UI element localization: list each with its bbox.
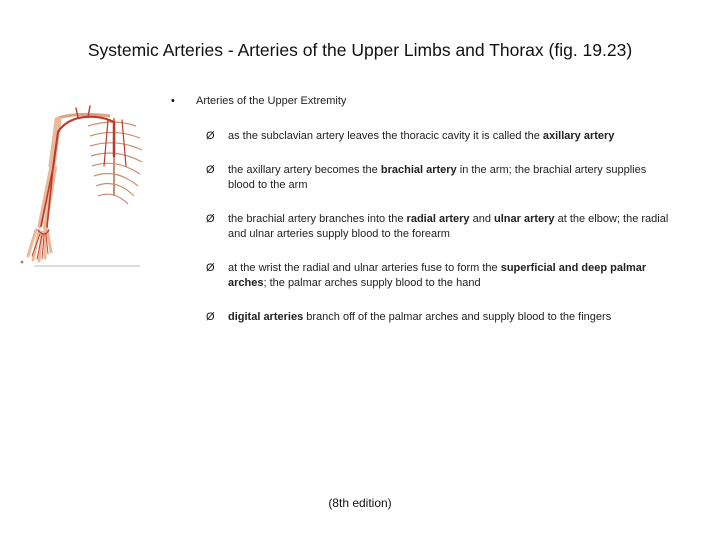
- term-radial-artery: radial artery: [406, 213, 470, 225]
- sub-point-text: at the elbow; the radial and ulnar arteries supply blood to the forearm: [228, 213, 669, 240]
- sub-point-text: the axillary artery becomes the: [228, 164, 381, 176]
- term-palmar-arches: superficial and deep palmar arches: [228, 262, 647, 289]
- sub-point: [206, 163, 676, 193]
- arrow-bullet-icon: Ø: [206, 213, 215, 225]
- edition-note: (8th edition): [328, 496, 392, 510]
- sub-point-text: in the arm; the brachial artery supplies blood to the arm: [228, 164, 647, 191]
- sub-point: [206, 212, 676, 242]
- sub-point-text: at the wrist the radial and ulnar arteries fuse to form the: [228, 262, 501, 274]
- arrow-bullet-icon: Ø: [206, 262, 215, 274]
- sub-point-text: as the subclavian artery leaves the thoracic cavity it is called the: [228, 130, 543, 142]
- bullet-marker: •: [171, 95, 175, 107]
- main-point: Arteries of the Upper Extremity: [196, 95, 347, 107]
- sub-point: [206, 261, 676, 291]
- arrow-bullet-icon: Ø: [206, 164, 215, 176]
- sub-point-text: the brachial artery branches into the: [228, 213, 407, 225]
- term-ulnar-artery: ulnar artery: [494, 213, 555, 225]
- upper-limb-arteries-illustration: [18, 96, 166, 274]
- arrow-bullet-icon: Ø: [206, 130, 215, 142]
- term-brachial-artery: brachial artery: [380, 164, 457, 176]
- sub-point: [206, 129, 676, 144]
- sub-point-text: ; the palmar arches supply blood to the hand: [263, 277, 481, 289]
- term-axillary-artery: axillary artery: [542, 130, 615, 142]
- arrow-bullet-icon: Ø: [206, 311, 215, 323]
- sub-point: [206, 310, 676, 325]
- sub-point-text: branch off of the palmar arches and supply blood to the fingers: [303, 311, 612, 323]
- slide-title: Systemic Arteries - Arteries of the Upper Limbs and Thorax (fig. 19.23): [87, 40, 633, 60]
- term-digital-arteries: digital arteries: [228, 311, 304, 323]
- sub-point-text: and: [469, 213, 494, 225]
